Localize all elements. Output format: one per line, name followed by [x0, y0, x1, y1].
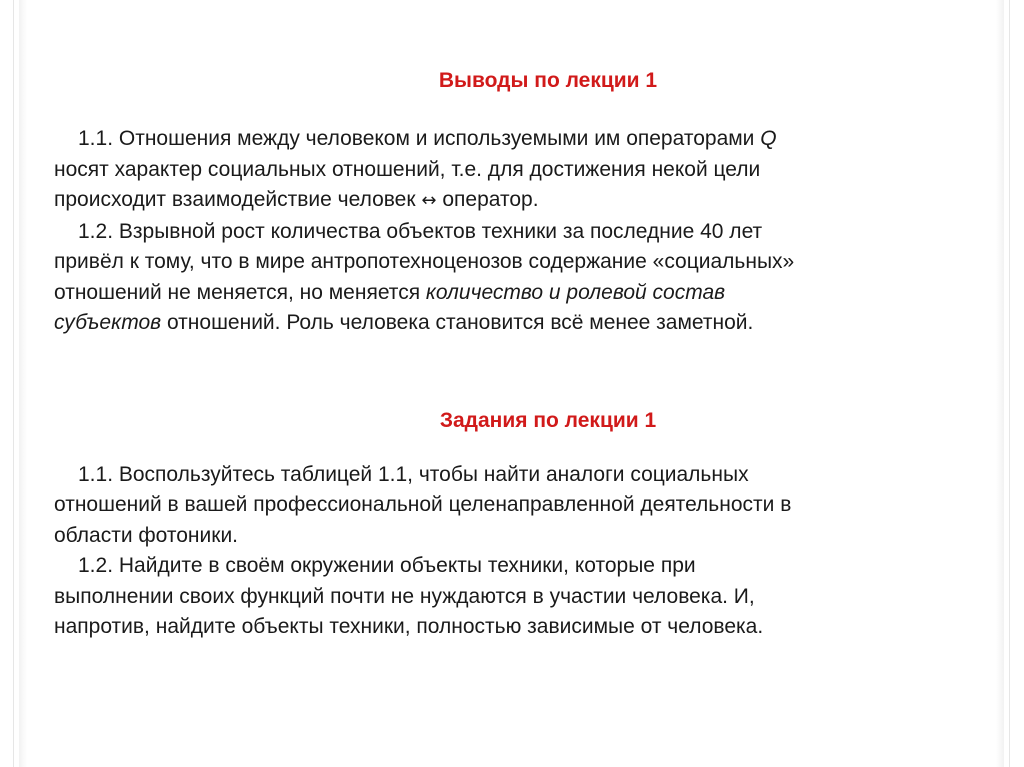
tasks-heading: Задания по лекции 1 — [439, 408, 657, 432]
item-number: 1.2. — [78, 219, 114, 243]
bidirectional-arrow-icon: ↔ — [421, 190, 437, 211]
item-number: 1.1. — [78, 462, 114, 486]
conclusion-1-1: 1.1. Отношения между человеком и используемыми им операторами Q носят характер социальных отношений, т.е. для достижения некой цели происходит взаимодействие человек ↔ оператор. — [54, 127, 777, 211]
task-1-2: 1.2. Найдите в своём окружении объекты техники, которые при выполнении своих функций почти не нуждаются в участии человека. И, напротив, найдите объекты техники, полностью зависимые от человека. — [54, 554, 764, 638]
conclusion-1-2: 1.2. Взрывной рост количества объектов техники за последние 40 лет привёл к тому, что в мире антропотехноценозов содержание «социальных» отношений не меняется, но меняется количество и ролевой состав субъектов отношений. Роль человека становится всё менее заметной. — [54, 219, 795, 334]
slide-content — [54, 66, 972, 643]
right-edge-shadow — [996, 0, 1004, 767]
task-1-1: 1.1. Воспользуйтесь таблицей 1.1, чтобы найти аналоги социальных отношений в вашей профессиональной целенаправленной деятельности в области фотоники. — [54, 462, 792, 547]
left-edge-shadow — [19, 0, 27, 767]
item-number: 1.2. — [78, 554, 114, 577]
item-number: 1.1. — [78, 127, 114, 150]
operator-symbol: Q — [760, 127, 777, 150]
conclusions-heading: Выводы по лекции 1 — [438, 69, 658, 92]
